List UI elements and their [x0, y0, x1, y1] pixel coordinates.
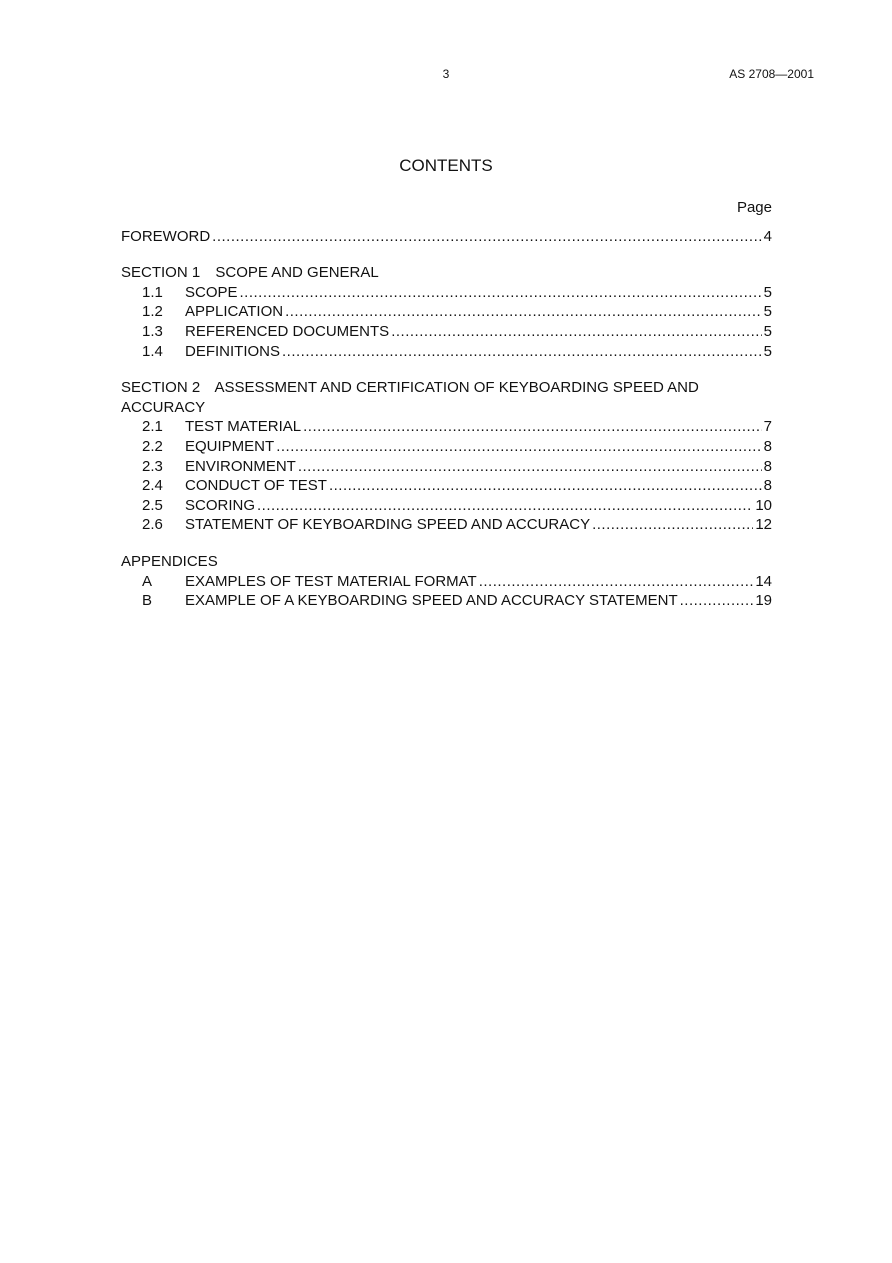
- toc-entry-number: 1.4: [142, 342, 163, 360]
- toc-entry-title: EXAMPLE OF A KEYBOARDING SPEED AND ACCURACY STATEMENT: [185, 592, 678, 610]
- section-label: SECTION 1: [121, 264, 201, 282]
- toc-entry[interactable]: [121, 417, 772, 437]
- toc-entry-title: TEST MATERIAL: [185, 418, 302, 436]
- toc-entry-number: 1.3: [142, 322, 163, 340]
- dot-leader: [329, 476, 762, 496]
- table-of-contents: [121, 198, 772, 611]
- toc-entry[interactable]: [121, 342, 772, 362]
- toc-entry-number: 1.1: [142, 283, 163, 301]
- toc-entry-title: DEFINITIONS: [185, 342, 281, 360]
- dot-leader: [282, 342, 762, 362]
- dot-leader: [257, 496, 753, 516]
- toc-entry-page: 5: [763, 303, 772, 321]
- toc-entry-title: FOREWORD: [121, 227, 211, 245]
- toc-entry[interactable]: [121, 572, 772, 592]
- toc-entry[interactable]: [121, 437, 772, 457]
- toc-entry-number: A: [142, 572, 153, 590]
- toc-entry-page: 5: [763, 283, 772, 301]
- toc-entry-page: 8: [763, 437, 772, 455]
- toc-entry[interactable]: [121, 591, 772, 611]
- appendices-heading[interactable]: APPENDICES: [121, 552, 218, 570]
- toc-entry-page: 12: [755, 516, 772, 534]
- toc-entry[interactable]: [121, 322, 772, 342]
- toc-entry-title: STATEMENT OF KEYBOARDING SPEED AND ACCURACY: [185, 516, 591, 534]
- page-number: 3: [442, 67, 450, 81]
- toc-entry[interactable]: [121, 515, 772, 535]
- document-code: AS 2708—2001: [729, 67, 814, 81]
- page-column-label: Page: [736, 199, 772, 216]
- toc-entry-foreword[interactable]: [121, 227, 772, 247]
- section-label: SECTION 2: [121, 379, 201, 397]
- toc-entry[interactable]: [121, 476, 772, 496]
- toc-entry-page: 5: [763, 342, 772, 360]
- dot-leader: [680, 591, 754, 611]
- toc-entry-number: 2.1: [142, 418, 163, 436]
- toc-entry[interactable]: [121, 457, 772, 477]
- contents-title: CONTENTS: [399, 156, 493, 175]
- toc-entry-number: 2.4: [142, 477, 163, 495]
- section-2-entries: [121, 417, 772, 535]
- toc-entry-title: ENVIRONMENT: [185, 457, 296, 475]
- dot-leader: [240, 283, 762, 303]
- toc-entry-number: 2.2: [142, 437, 163, 455]
- dot-leader: [592, 515, 753, 535]
- dot-leader: [479, 572, 754, 592]
- dot-leader: [298, 457, 762, 477]
- toc-entry-title: REFERENCED DOCUMENTS: [185, 322, 390, 340]
- toc-entry-page: 19: [755, 592, 772, 610]
- toc-entry-title: SCORING: [185, 496, 256, 514]
- dot-leader: [391, 322, 761, 342]
- toc-entry-page: 8: [763, 457, 772, 475]
- toc-entry-title: SCOPE: [185, 283, 238, 301]
- section-heading-2[interactable]: [121, 378, 772, 417]
- dot-leader: [285, 302, 762, 322]
- toc-entry-page: 4: [763, 227, 772, 245]
- toc-entry-title: EQUIPMENT: [185, 437, 275, 455]
- section-title: ASSESSMENT AND CERTIFICATION OF KEYBOARDING SPEED AND ACCURACY: [121, 379, 699, 416]
- dot-leader: [303, 417, 762, 437]
- toc-entry-number: 2.6: [142, 516, 163, 534]
- section-title: SCOPE AND GENERAL: [215, 264, 379, 282]
- toc-entry-number: 2.3: [142, 457, 163, 475]
- toc-entry[interactable]: [121, 496, 772, 516]
- toc-entry-page: 10: [755, 496, 772, 514]
- toc-entry[interactable]: [121, 302, 772, 322]
- toc-entry[interactable]: [121, 283, 772, 303]
- toc-entry-title: CONDUCT OF TEST: [185, 477, 327, 495]
- toc-entry-page: 5: [763, 322, 772, 340]
- toc-entry-number: B: [142, 592, 153, 610]
- toc-entry-title: EXAMPLES OF TEST MATERIAL FORMAT: [185, 572, 477, 590]
- dot-leader: [276, 437, 761, 457]
- section-1-entries: [121, 283, 772, 361]
- toc-entry-number: 2.5: [142, 496, 163, 514]
- toc-entry-title: APPLICATION: [185, 303, 284, 321]
- toc-entry-page: 14: [755, 572, 772, 590]
- dot-leader: [212, 227, 761, 247]
- toc-entry-page: 7: [763, 418, 772, 436]
- toc-entry-page: 8: [763, 477, 772, 495]
- toc-entry-number: 1.2: [142, 303, 163, 321]
- appendices-entries: [121, 572, 772, 611]
- section-heading-1[interactable]: [121, 263, 772, 283]
